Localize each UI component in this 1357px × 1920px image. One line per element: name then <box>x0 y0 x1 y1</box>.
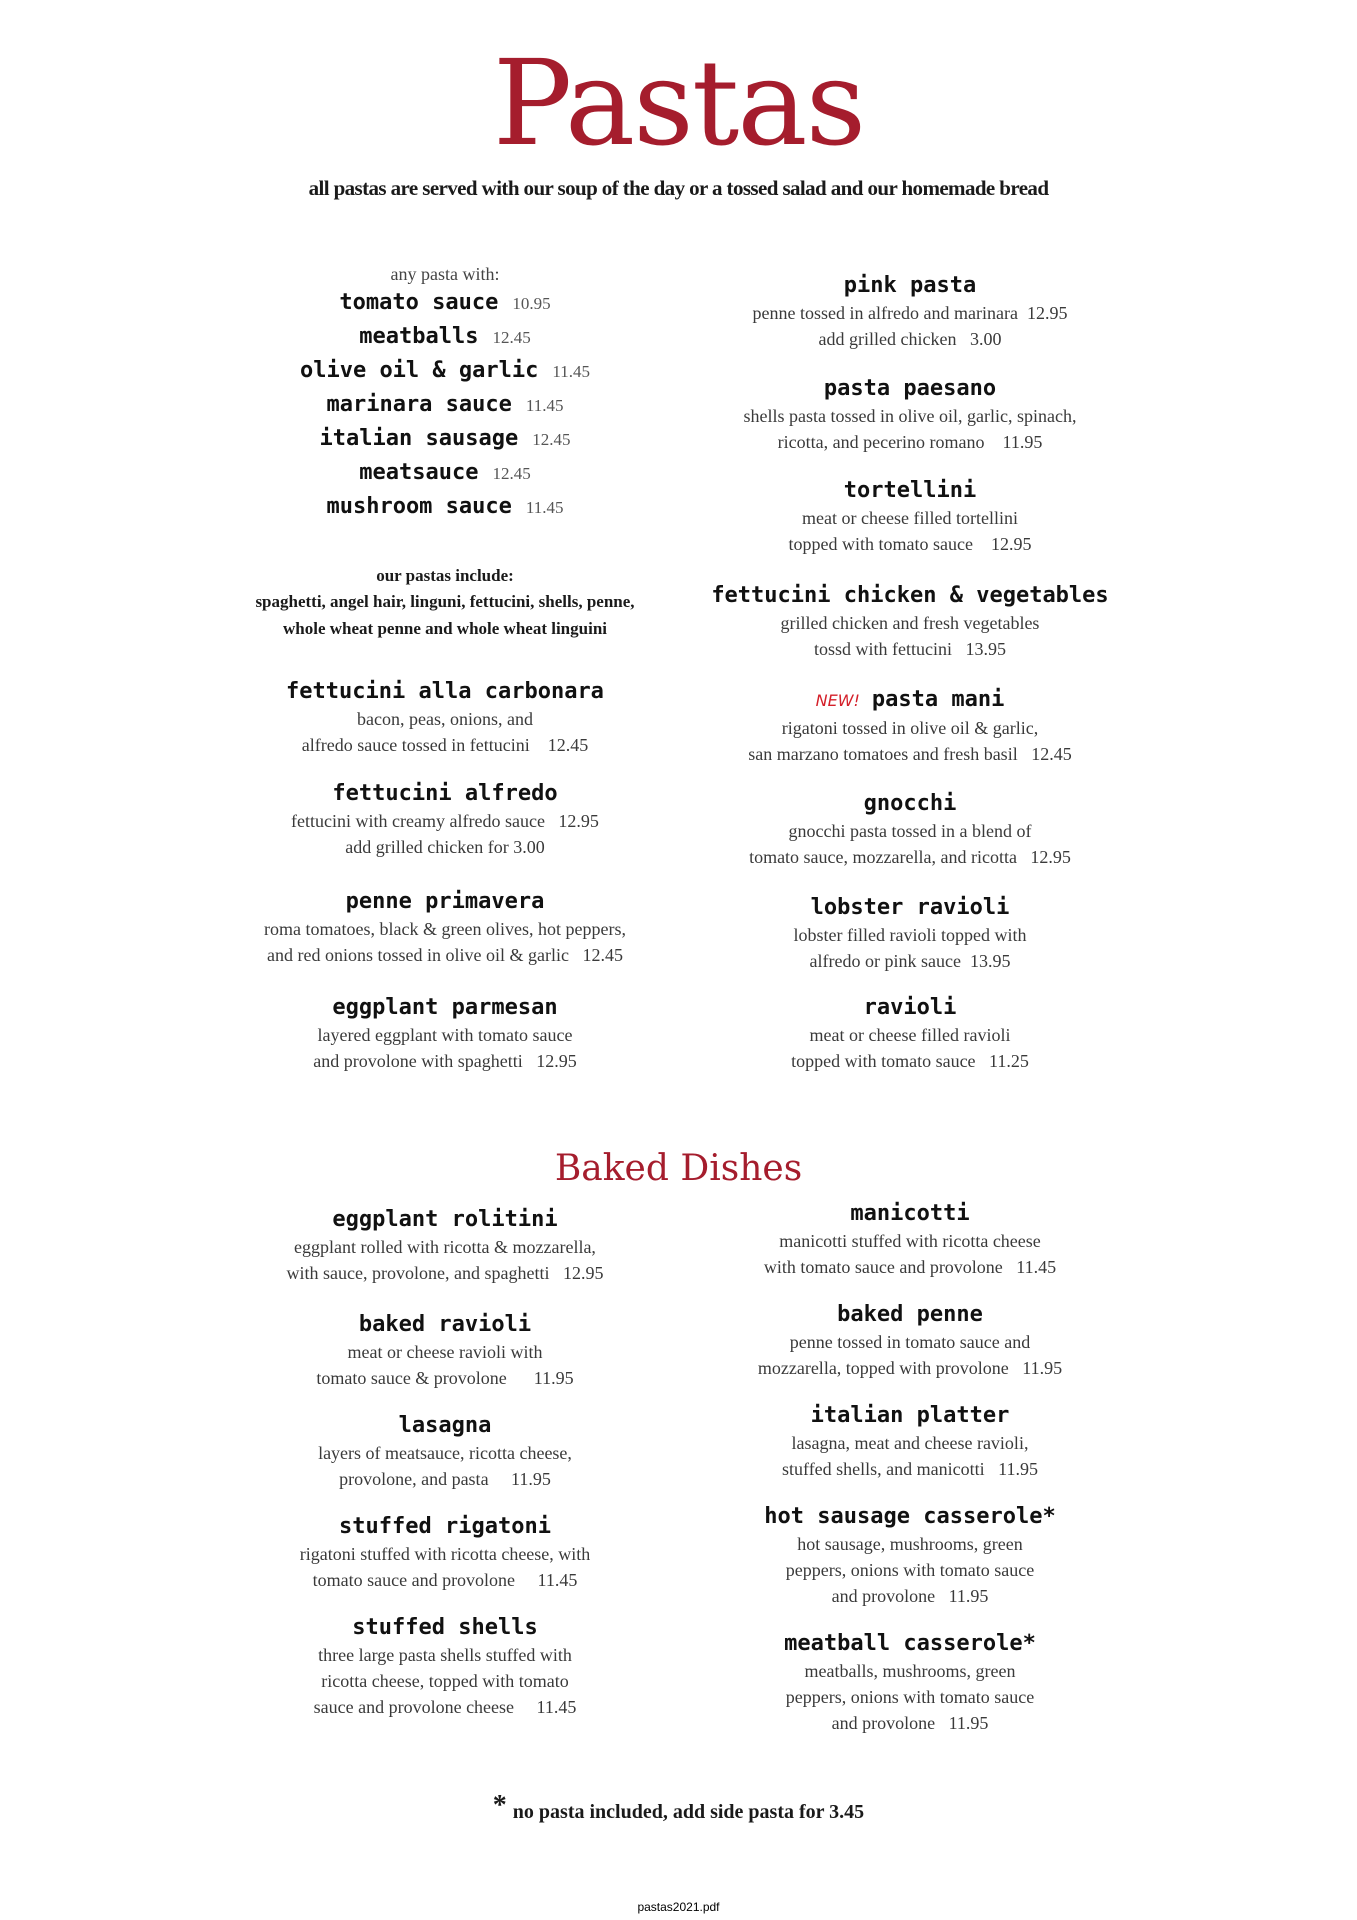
dish-name: penne primavera <box>345 889 545 914</box>
dish-description: tomato sauce, mozzarella, and ricotta 12.95 <box>749 847 1071 867</box>
dish-description: tomato sauce & provolone 11.95 <box>316 1368 574 1388</box>
dish-name: ravioli <box>863 995 957 1020</box>
page-subtitle: all pastas are served with our soup of the day or a tossed salad and our homemade bread <box>308 176 1049 200</box>
dish-description: penne tossed in tomato sauce and <box>789 1332 1031 1352</box>
dish-name: italian platter <box>810 1403 1010 1428</box>
dish-description: with sauce, provolone, and spaghetti 12.95 <box>286 1263 604 1283</box>
dish-description: peppers, onions with tomato sauce <box>785 1560 1035 1580</box>
dish-description: hot sausage, mushrooms, green <box>797 1534 1023 1554</box>
baked-dishes-title: Baked Dishes <box>554 1148 803 1189</box>
dish-description: ricotta, and pecerino romano 11.95 <box>777 432 1043 452</box>
dish-description: lasagna, meat and cheese ravioli, <box>791 1433 1029 1453</box>
dish-name: lobster ravioli <box>810 895 1010 920</box>
dish-name: meatball casserole* <box>784 1631 1036 1656</box>
baked-right-column <box>700 0 1120 1760</box>
footnote <box>0 1790 1357 1824</box>
any-pasta-item-name: meatsauce <box>359 460 479 485</box>
pasta-types-line: whole wheat penne and whole wheat linguini <box>283 619 607 638</box>
dish-description: gnocchi pasta tossed in a blend of <box>788 821 1032 841</box>
any-pasta-item-price: 12.45 <box>532 430 571 449</box>
dish-description: bacon, peas, onions, and <box>357 709 533 729</box>
any-pasta-item-name: olive oil & garlic <box>299 358 539 383</box>
menu-item <box>700 1301 1120 1381</box>
dish-name: gnocchi <box>863 791 957 816</box>
dish-description: lobster filled ravioli topped with <box>793 925 1027 945</box>
dish-name: eggplant rolitini <box>332 1207 558 1232</box>
any-pasta-item-name: meatballs <box>359 324 479 349</box>
asterisk: * <box>492 1790 507 1821</box>
new-badge: NEW! <box>815 691 860 710</box>
baked-left-column <box>230 0 660 1760</box>
dish-name: fettucini alla carbonara <box>286 679 604 704</box>
dish-description: rigatoni tossed in olive oil & garlic, <box>781 718 1039 738</box>
dish-name: fettucini chicken & vegetables <box>711 583 1109 608</box>
dish-name: baked ravioli <box>358 1312 532 1337</box>
dish-description: shells pasta tossed in olive oil, garlic, spinach, <box>743 406 1077 426</box>
menu-item <box>230 1311 660 1391</box>
any-pasta-item-name: mushroom sauce <box>326 494 512 519</box>
dish-description: with tomato sauce and provolone 11.45 <box>763 1257 1057 1277</box>
dish-name: eggplant parmesan <box>332 995 558 1020</box>
dish-description: and red onions tossed in olive oil & garlic 12.45 <box>267 945 623 965</box>
dish-description: and provolone with spaghetti 12.95 <box>313 1051 577 1071</box>
dish-description: alfredo sauce tossed in fettucini 12.45 <box>301 735 589 755</box>
any-pasta-item-name: marinara sauce <box>326 392 512 417</box>
dish-description: fettucini with creamy alfredo sauce 12.95 <box>291 811 599 831</box>
dish-name: stuffed shells <box>352 1615 538 1640</box>
dish-description: mozzarella, topped with provolone 11.95 <box>757 1358 1063 1378</box>
dish-description: manicotti stuffed with ricotta cheese <box>779 1231 1041 1251</box>
dish-description: three large pasta shells stuffed with <box>318 1645 572 1665</box>
dish-description: topped with tomato sauce 11.25 <box>791 1051 1029 1071</box>
any-pasta-item-name: italian sausage <box>319 426 519 451</box>
dish-name: tortellini <box>843 478 977 503</box>
dish-description: layered eggplant with tomato sauce <box>317 1025 573 1045</box>
dish-name: pasta paesano <box>823 376 997 401</box>
dish-name: pasta mani <box>871 687 1005 712</box>
menu-item <box>700 1503 1120 1609</box>
menu-item <box>230 1412 660 1492</box>
menu-item <box>700 1200 1120 1280</box>
dish-description: alfredo or pink sauce 13.95 <box>809 951 1011 971</box>
dish-description: meat or cheese filled ravioli <box>809 1025 1011 1045</box>
dish-description: sauce and provolone cheese 11.45 <box>313 1697 577 1717</box>
dish-description: stuffed shells, and manicotti 11.95 <box>782 1459 1038 1479</box>
dish-description: topped with tomato sauce 12.95 <box>788 534 1032 554</box>
dish-description: rigatoni stuffed with ricotta cheese, with <box>299 1544 591 1564</box>
any-pasta-item-price: 11.45 <box>552 362 591 381</box>
dish-description: ricotta cheese, topped with tomato <box>321 1671 569 1691</box>
any-pasta-item-price: 11.45 <box>525 498 564 517</box>
dish-description: layers of meatsauce, ricotta cheese, <box>318 1443 572 1463</box>
dish-description: roma tomatoes, black & green olives, hot peppers, <box>264 919 626 939</box>
any-pasta-label: any pasta with: <box>390 264 500 284</box>
menu-item <box>230 1614 660 1720</box>
dish-name: stuffed rigatoni <box>339 1514 551 1539</box>
dish-name: fettucini alfredo <box>332 781 558 806</box>
dish-description: meat or cheese ravioli with <box>347 1342 543 1362</box>
any-pasta-item-price: 12.45 <box>492 464 531 483</box>
dish-description: penne tossed in alfredo and marinara 12.95 <box>752 303 1068 323</box>
dish-description: provolone, and pasta 11.95 <box>339 1469 551 1489</box>
dish-description: tossd with fettucini 13.95 <box>814 639 1006 659</box>
footnote-text: no pasta included, add side pasta for 3.45 <box>512 1801 865 1823</box>
dish-name: manicotti <box>850 1201 970 1226</box>
dish-description: add grilled chicken for 3.00 <box>345 837 545 857</box>
pasta-types-heading: our pastas include: <box>376 566 514 585</box>
page-title: Pastas <box>492 34 865 172</box>
dish-description: add grilled chicken 3.00 <box>818 329 1002 349</box>
file-name-footer: pastas2021.pdf <box>637 1900 720 1914</box>
dish-description: peppers, onions with tomato sauce <box>785 1687 1035 1707</box>
menu-item <box>190 1206 700 1286</box>
dish-description: and provolone 11.95 <box>831 1713 989 1733</box>
dish-description: and provolone 11.95 <box>831 1586 989 1606</box>
dish-name: hot sausage casserole* <box>764 1504 1056 1529</box>
menu-item <box>700 1630 1120 1736</box>
dish-description: grilled chicken and fresh vegetables <box>780 613 1040 633</box>
any-pasta-item-price: 12.45 <box>492 328 531 347</box>
dish-description: meatballs, mushrooms, green <box>804 1661 1016 1681</box>
any-pasta-item-name: tomato sauce <box>339 290 499 315</box>
dish-name: pink pasta <box>843 273 977 298</box>
any-pasta-item-price: 11.45 <box>525 396 564 415</box>
dish-name: baked penne <box>837 1302 983 1327</box>
dish-description: san marzano tomatoes and fresh basil 12.45 <box>748 744 1072 764</box>
pasta-types-line: spaghetti, angel hair, linguni, fettucini, shells, penne, <box>255 592 635 611</box>
dish-description: tomato sauce and provolone 11.45 <box>312 1570 578 1590</box>
menu-item <box>700 1402 1120 1482</box>
any-pasta-item-price: 10.95 <box>512 294 551 313</box>
menu-item <box>230 1513 660 1593</box>
dish-name: lasagna <box>398 1413 492 1438</box>
dish-description: meat or cheese filled tortellini <box>802 508 1018 528</box>
dish-description: eggplant rolled with ricotta & mozzarella, <box>294 1237 596 1257</box>
